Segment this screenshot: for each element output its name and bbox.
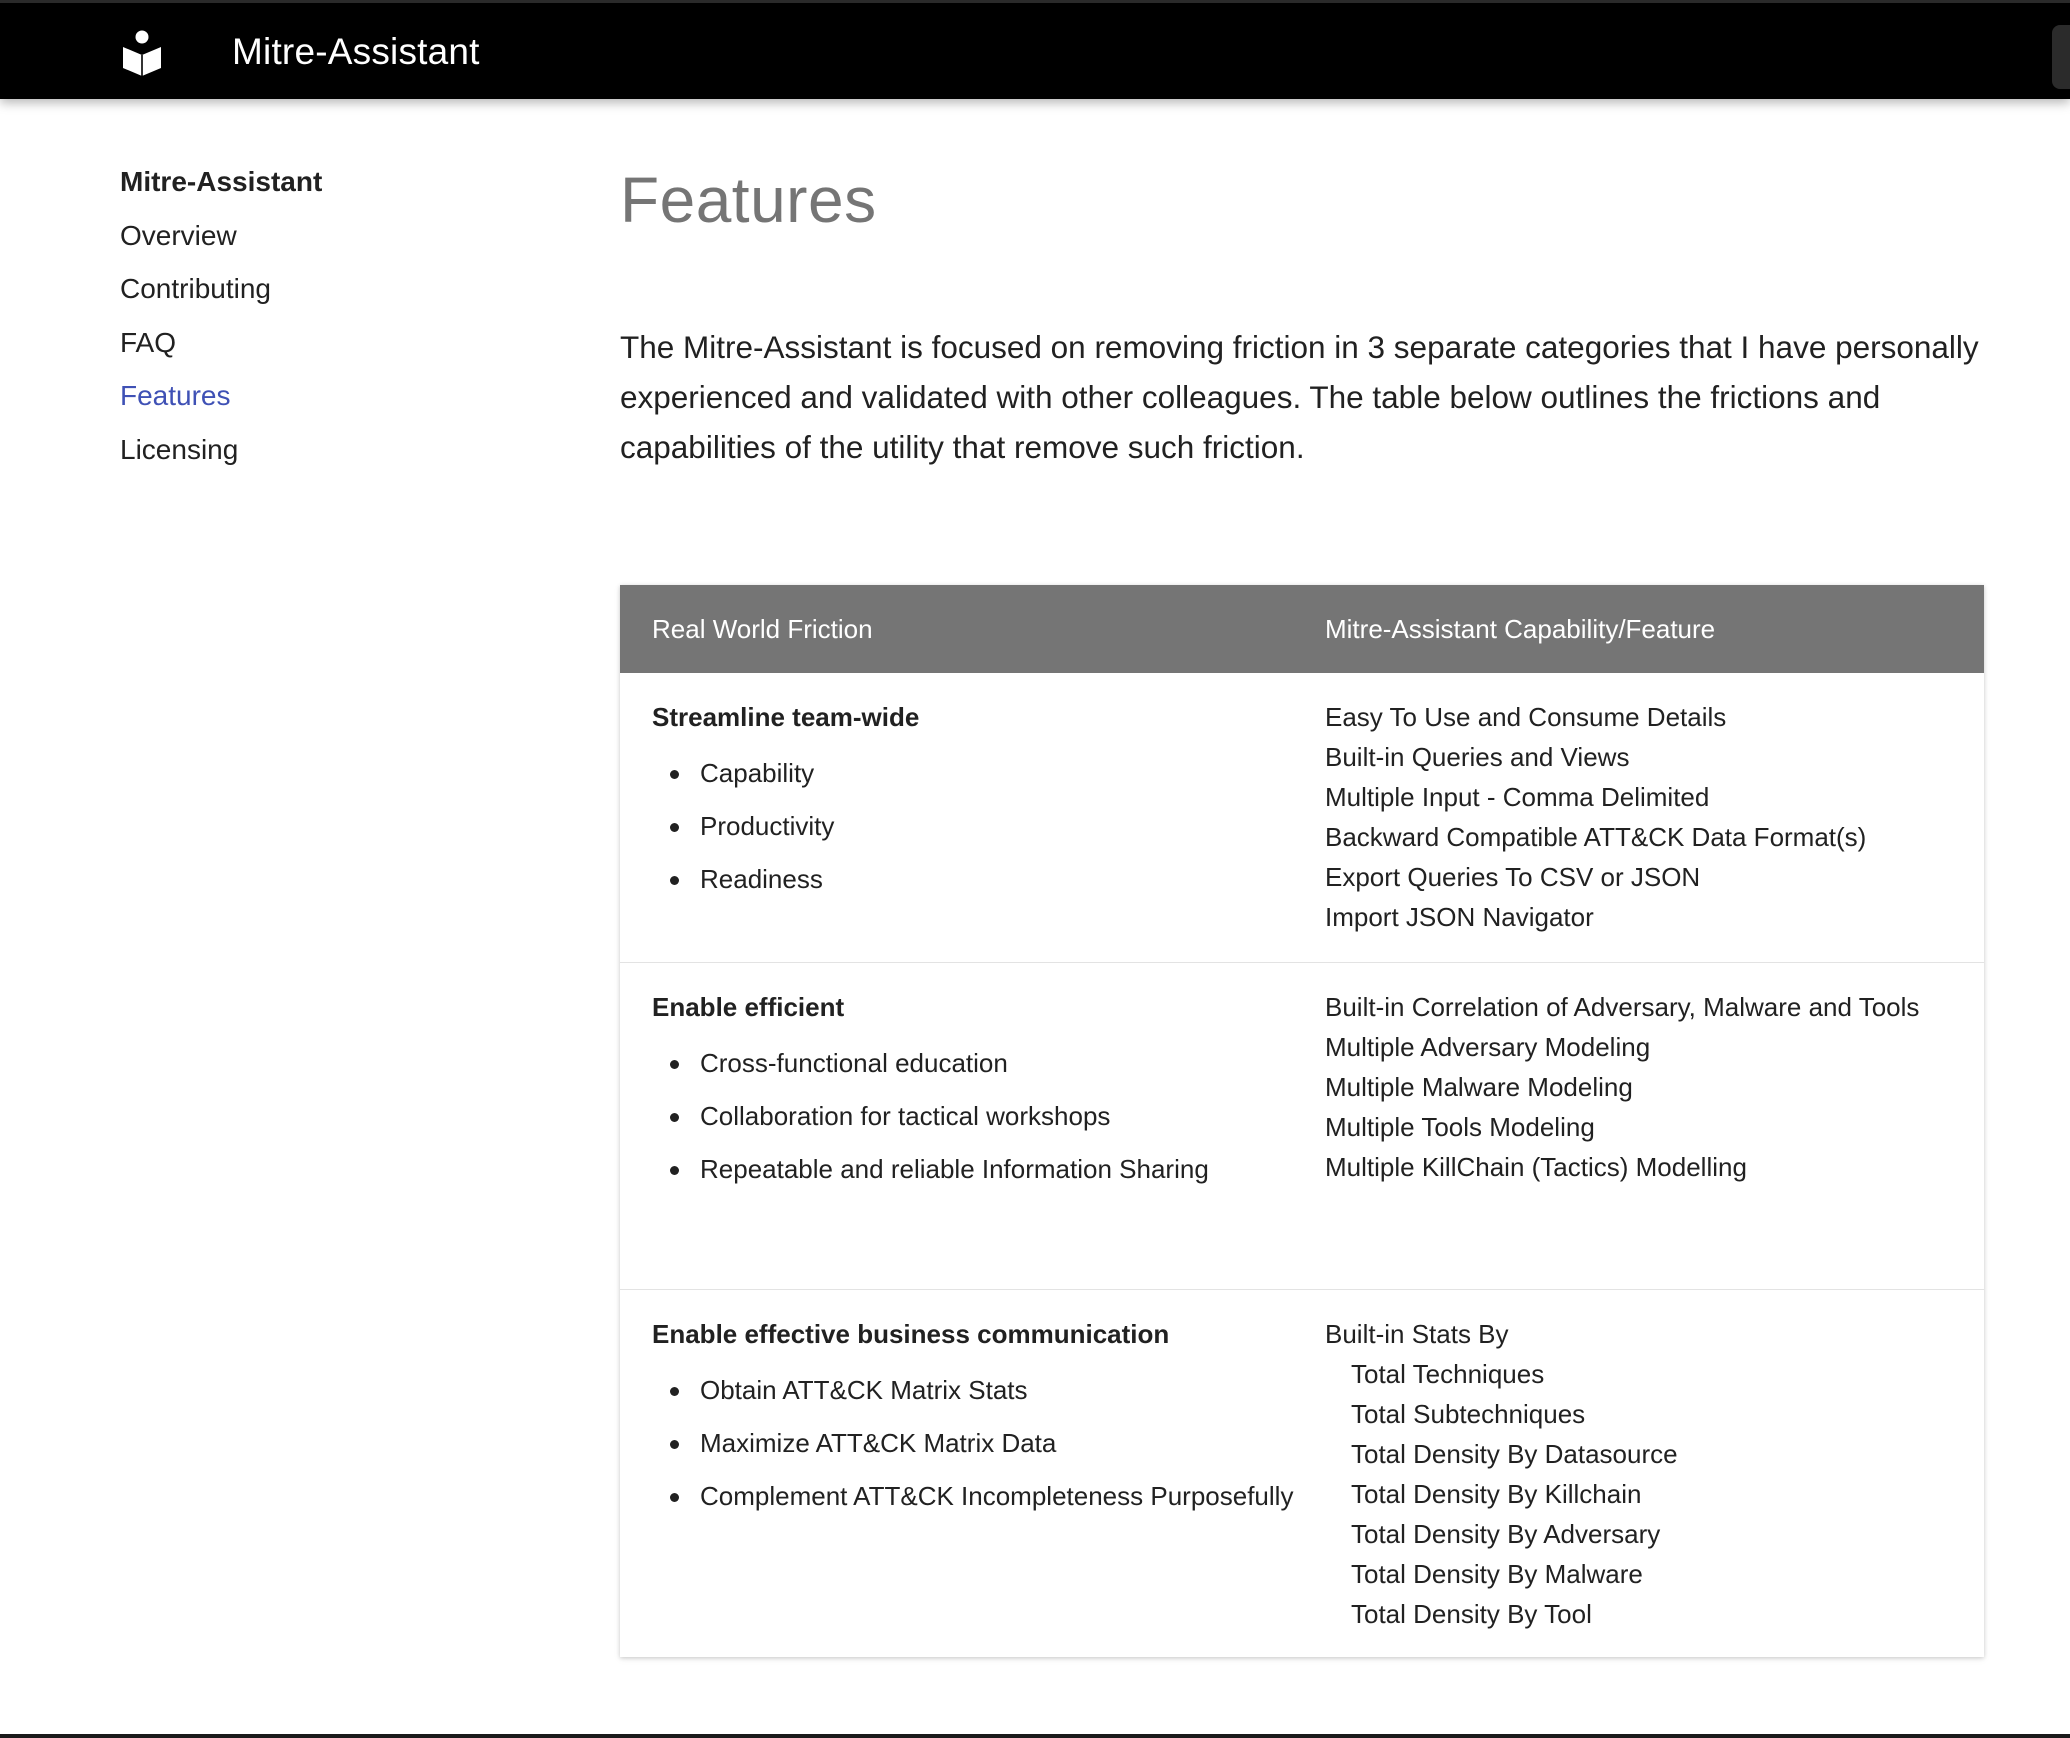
page-title: Features — [620, 164, 877, 236]
capability-cell — [1325, 963, 1984, 1289]
top-app-bar — [0, 0, 2070, 99]
feature-item: Total Density By Malware — [1351, 1559, 1643, 1589]
reader-book-icon[interactable] — [120, 29, 164, 77]
sidebar-item-faq[interactable]: FAQ — [120, 326, 177, 358]
list-item: Repeatable and reliable Information Sharing — [652, 1143, 1325, 1196]
row-title: Streamline team-wide — [652, 702, 920, 732]
feature-item: Built-in Queries and Views — [1325, 742, 1630, 772]
main-content — [620, 160, 1984, 465]
feature-item: Total Density By Killchain — [1351, 1479, 1642, 1509]
column-header-friction: Real World Friction — [652, 613, 873, 644]
features-table — [620, 585, 1984, 1657]
feature-item: Total Density By Datasource — [1351, 1439, 1678, 1469]
feature-item: Total Density By Tool — [1351, 1599, 1592, 1629]
friction-cell — [620, 963, 1325, 1289]
feature-item: Multiple Malware Modeling — [1325, 1072, 1633, 1102]
intro-paragraph: The Mitre-Assistant is focused on removing friction in 3 separate categories that I have personally experienced and validated with other colleagues. The table below outlines the frictions and capabilities of the utility that remove such friction. — [620, 329, 1979, 465]
feature-item: Backward Compatible ATT&CK Data Format(s) — [1325, 822, 1867, 852]
list-item: Obtain ATT&CK Matrix Stats — [652, 1364, 1325, 1417]
sidebar-item-contributing[interactable]: Contributing — [120, 273, 271, 304]
sidebar-item-features[interactable]: Features — [120, 380, 231, 411]
list-item: Collaboration for tactical workshops — [652, 1090, 1325, 1143]
sidebar-heading[interactable]: Mitre-Assistant — [120, 166, 323, 197]
list-item: Cross-functional education — [652, 1037, 1325, 1090]
list-item: Productivity — [652, 800, 1325, 853]
feature-item: Export Queries To CSV or JSON — [1325, 862, 1701, 892]
sidebar-item-licensing[interactable]: Licensing — [120, 433, 239, 465]
feature-item: Easy To Use and Consume Details — [1325, 702, 1727, 732]
row-title: Enable efficient — [652, 992, 845, 1022]
table-row — [620, 1290, 1984, 1657]
feature-item: Multiple KillChain (Tactics) Modelling — [1325, 1152, 1747, 1182]
row-title: Enable effective business communication — [652, 1319, 1170, 1349]
feature-item: Total Subtechniques — [1351, 1399, 1586, 1429]
sidebar-nav — [120, 162, 540, 483]
table-row — [620, 673, 1984, 963]
feature-item: Import JSON Navigator — [1325, 902, 1594, 932]
feature-item: Total Techniques — [1351, 1359, 1545, 1389]
table-header — [620, 585, 1984, 673]
feature-item: Multiple Input - Comma Delimited — [1325, 782, 1710, 812]
friction-cell — [620, 1290, 1325, 1657]
feature-item: Built-in Correlation of Adversary, Malware and Tools — [1325, 992, 1920, 1022]
friction-list — [652, 1037, 1325, 1196]
feature-item: Multiple Adversary Modeling — [1325, 1032, 1651, 1062]
friction-list — [652, 747, 1325, 906]
sidebar-item-overview[interactable]: Overview — [120, 219, 237, 251]
list-item: Complement ATT&CK Incompleteness Purposefully — [652, 1470, 1325, 1523]
footer-divider — [0, 1734, 2070, 1738]
friction-list — [652, 1364, 1325, 1523]
list-item: Maximize ATT&CK Matrix Data — [652, 1417, 1325, 1470]
feature-item: Multiple Tools Modeling — [1325, 1112, 1595, 1142]
list-item: Capability — [652, 747, 1325, 800]
app-title[interactable]: Mitre-Assistant — [232, 31, 480, 72]
friction-cell — [620, 673, 1325, 962]
top-right-handle — [2052, 25, 2070, 89]
table-row — [620, 963, 1984, 1290]
feature-item: Total Density By Adversary — [1351, 1519, 1661, 1549]
list-item: Readiness — [652, 853, 1325, 906]
capability-cell — [1325, 1290, 1984, 1657]
feature-heading: Built-in Stats By — [1325, 1319, 1509, 1349]
capability-cell — [1325, 673, 1984, 962]
column-header-capability: Mitre-Assistant Capability/Feature — [1325, 613, 1716, 644]
